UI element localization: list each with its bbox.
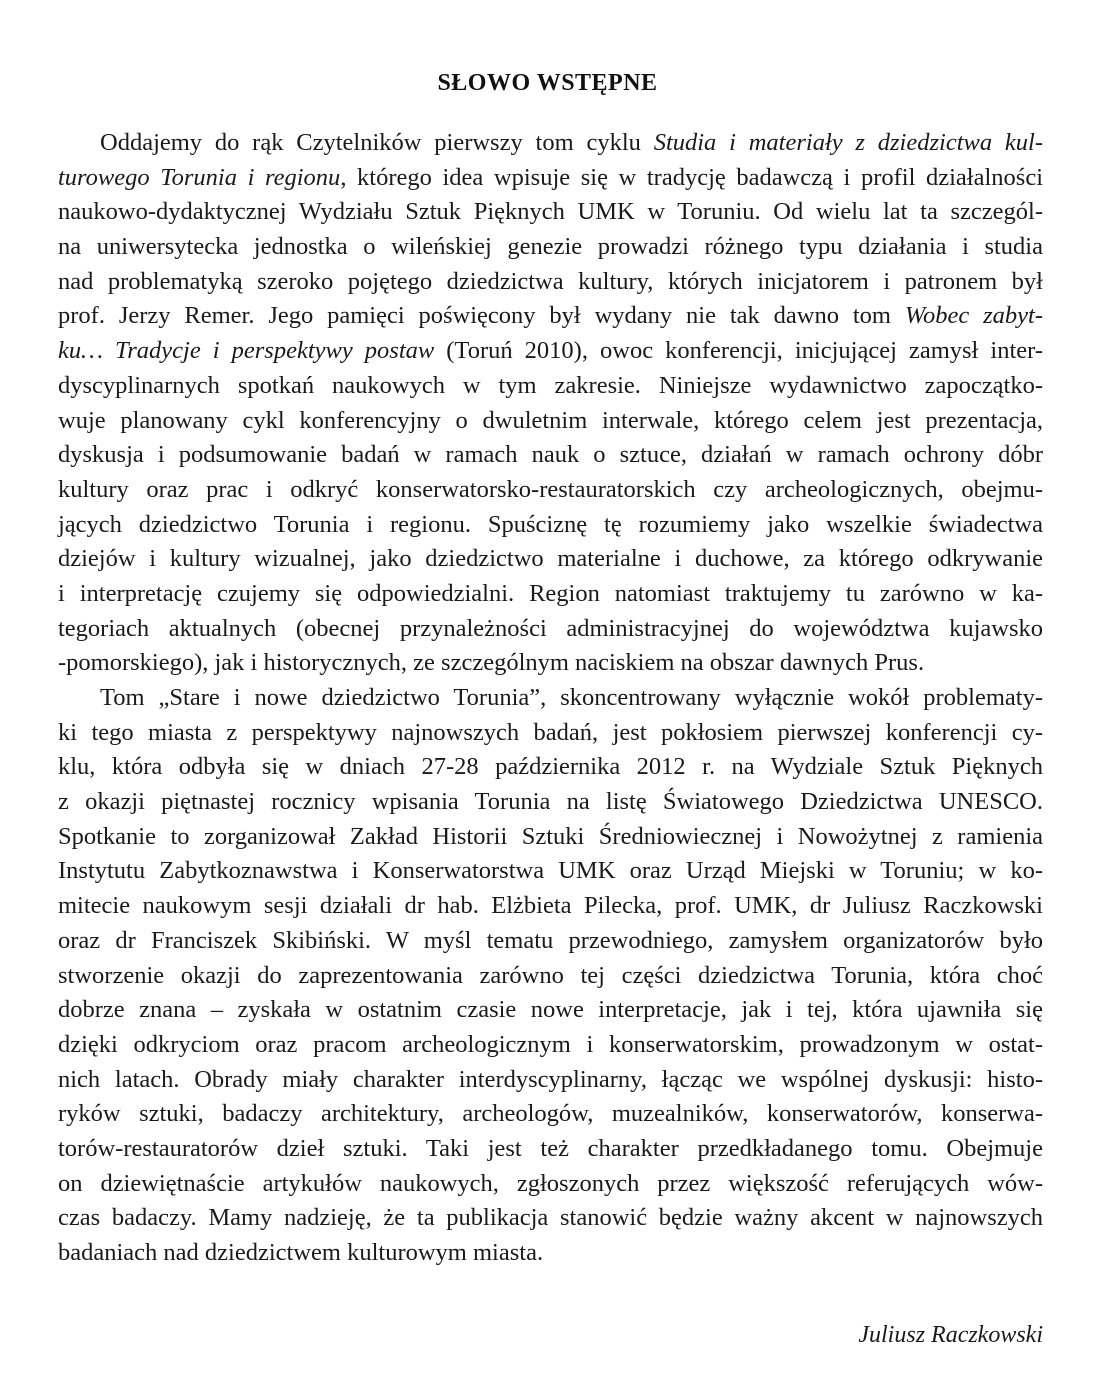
body-text: ki tego miasta z perspektywy najnowszych badań, jest pokłosiem pierwszej konferencji cy- (58, 718, 1043, 746)
italic-title-text: ku… Tradycje i perspektywy postaw (58, 337, 435, 365)
text-line (58, 646, 1043, 681)
body-text: on dziewiętnaście artykułów naukowych, zgłoszonych przez większość referujących wów- (58, 1169, 1043, 1197)
body-text: jących dziedzictwo Torunia i regionu. Spuściznę tę rozumiemy jako wszelkie świadectwa (58, 510, 1043, 538)
body-text: i interpretację czujemy się odpowiedzialni. Region natomiast traktujemy tu zarówno w ka- (58, 579, 1043, 607)
body-text: kultury oraz prac i odkryć konserwatorsko-restauratorskich czy archeologicznych, obejmu- (58, 475, 1043, 503)
body-text: torów-restauratorów dzieł sztuki. Taki jest też charakter przedkładanego tomu. Obejmuje (58, 1134, 1043, 1162)
text-line (58, 195, 1043, 230)
text-line (58, 369, 1043, 404)
text-line (58, 612, 1043, 647)
body-text: dzięki odkryciom oraz pracom archeologicznym i konserwatorskim, prowadzonym w ostat- (58, 1030, 1043, 1058)
text-line (58, 265, 1043, 300)
body-text: mitecie naukowym sesji działali dr hab. Elżbieta Pilecka, prof. UMK, dr Juliusz Raczkowski (58, 892, 1043, 920)
text-line (58, 1201, 1043, 1236)
text-line (58, 334, 1043, 369)
body-text: klu, która odbyła się w dniach 27-28 października 2012 r. na Wydziale Sztuk Pięknych (58, 753, 1043, 781)
text-line (58, 993, 1043, 1028)
text-line (58, 924, 1043, 959)
text-line (58, 750, 1043, 785)
text-line (58, 889, 1043, 924)
body-text: Spotkanie to zorganizował Zakład Historii Sztuki Średniowiecznej i Nowożytnej z ramienia (58, 822, 1043, 850)
text-line (58, 1028, 1043, 1063)
body-text: dyskusja i podsumowanie badań w ramach nauk o sztuce, działań w ramach ochrony dóbr (58, 441, 1043, 469)
italic-title-text: turowego Torunia i regionu (58, 163, 341, 191)
text-line (58, 577, 1043, 612)
body-text: dyscyplinarnych spotkań naukowych w tym zakresie. Niniejsze wydawnictwo zapoczątko- (58, 371, 1043, 399)
body-text: z okazji piętnastej rocznicy wpisania Torunia na listę Światowego Dziedzictwa UNESCO. (58, 788, 1043, 816)
body-text: (Toruń 2010), owoc konferencji, inicjującej zamysł inter- (434, 337, 1043, 365)
body-text: Instytutu Zabytkoznawstwa i Konserwatorstwa UMK oraz Urząd Miejski w Toruniu; w ko- (58, 857, 1043, 885)
text-line (58, 1097, 1043, 1132)
text-line (58, 1167, 1043, 1202)
text-line (58, 508, 1043, 543)
body-text: prof. Jerzy Remer. Jego pamięci poświęcony był wydany nie tak dawno tom (58, 302, 905, 330)
text-line (58, 473, 1043, 508)
text-line (58, 404, 1043, 439)
italic-title-text: Wobec zabyt- (904, 302, 1043, 330)
body-text: tegoriach aktualnych (obecnej przynależności administracyjnej do województwa kujawsko (58, 614, 1043, 642)
page-title: SŁOWO WSTĘPNE (437, 70, 658, 96)
author-signature: Juliusz Raczkowski (858, 1322, 1043, 1348)
body-text: -pomorskiego), jak i historycznych, ze szczególnym naciskiem na obszar dawnych Prus. (58, 649, 925, 677)
paragraph (58, 126, 1043, 681)
body-text: wuje planowany cykl konferencyjny o dwuletnim interwale, którego celem jest prezentacja, (58, 406, 1043, 434)
body-text: Oddajemy do rąk Czytelników pierwszy tom cyklu (100, 129, 654, 156)
body-text: , którego idea wpisuje się w tradycję badawczą i profil działalności (340, 163, 1043, 191)
text-line (58, 126, 1043, 161)
body-text: badaniach nad dziedzictwem kulturowym miasta. (58, 1239, 544, 1266)
text-line (58, 1236, 1043, 1271)
body-text: nad problematyką szeroko pojętego dziedzictwa kultury, których inicjatorem i patronem był (58, 267, 1043, 295)
text-line (58, 299, 1043, 334)
italic-title-text: Studia i materiały z dziedzictwa kul- (653, 129, 1043, 156)
body-text: stworzenie okazji do zaprezentowania zarówno tej części dziedzictwa Torunia, która choć (58, 961, 1043, 989)
text-line (58, 161, 1043, 196)
body-text: na uniwersytecka jednostka o wileńskiej genezie prowadzi różnego typu działania i studia (58, 233, 1043, 261)
text-line (58, 438, 1043, 473)
text-line (58, 716, 1043, 751)
body-text: dobrze znana – zyskała w ostatnim czasie nowe interpretacje, jak i tej, która ujawniła się (58, 996, 1043, 1024)
text-line (58, 785, 1043, 820)
text-line (58, 820, 1043, 855)
text-line (58, 854, 1043, 889)
body-text: oraz dr Franciszek Skibiński. W myśl tematu przewodniego, zamysłem organizatorów było (58, 926, 1043, 954)
body-text: ryków sztuki, badaczy architektury, archeologów, muzealników, konserwatorów, konserwa- (58, 1100, 1043, 1128)
body-text: dziejów i kultury wizualnej, jako dziedzictwo materialne i duchowe, za którego odkrywanie (58, 545, 1043, 573)
text-line (58, 959, 1043, 994)
text-line (58, 681, 1043, 716)
body-text: czas badaczy. Mamy nadzieję, że ta publikacja stanowić będzie ważny akcent w najnowszych (58, 1204, 1043, 1232)
paragraph (58, 681, 1043, 1271)
text-line (58, 542, 1043, 577)
body-text: Tom „Stare i nowe dziedzictwo Torunia”, skoncentrowany wyłącznie wokół problematy- (100, 684, 1043, 711)
text-line (58, 1132, 1043, 1167)
text-line (58, 1063, 1043, 1098)
text-line (58, 230, 1043, 265)
body-text: nich latach. Obrady miały charakter interdyscyplinarny, łącząc we wspólnej dyskusji: histo- (58, 1065, 1043, 1093)
body-text: naukowo-dydaktycznej Wydziału Sztuk Pięknych UMK w Toruniu. Od wielu lat ta szczegól- (58, 198, 1043, 226)
document-body (58, 126, 1043, 1271)
